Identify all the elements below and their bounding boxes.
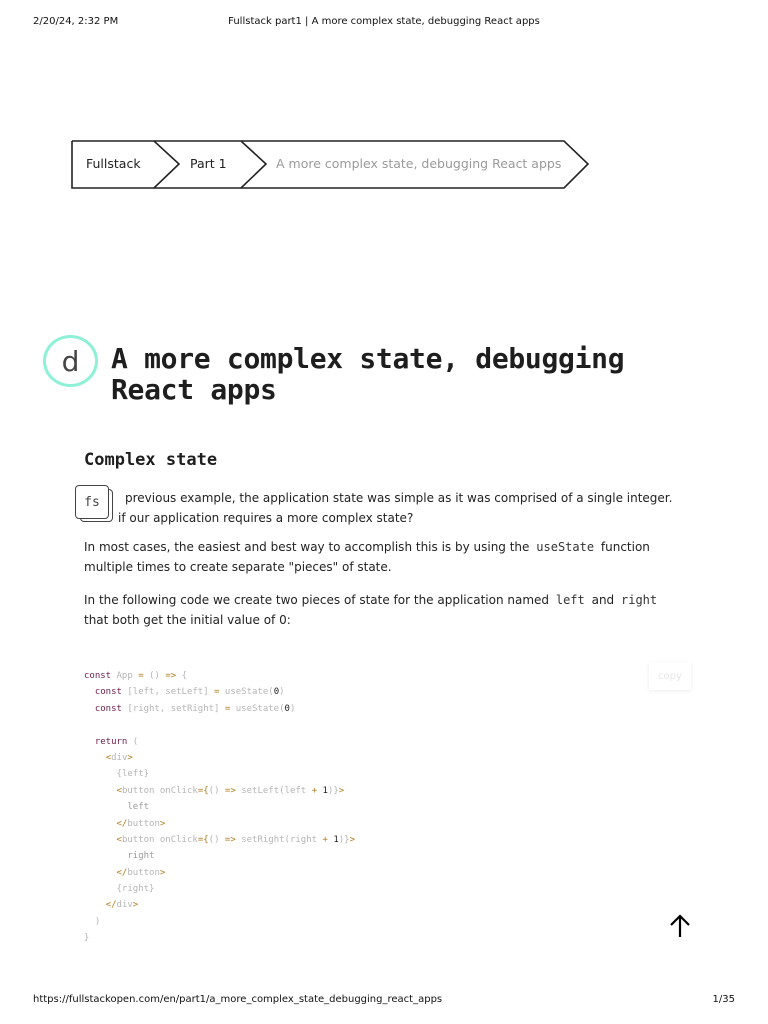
print-footer xyxy=(33,994,735,1008)
breadcrumb xyxy=(71,140,591,190)
code-line: } xyxy=(84,933,90,944)
print-doc-title: Fullstack part1 | A more complex state, debugging React apps xyxy=(228,16,540,27)
code-line: const [left, setLeft] = useState(0) xyxy=(94,687,285,698)
code-line: return ( xyxy=(94,736,139,747)
paragraph-intro-line1: previous example, the application state was simple as it was comprised of a single integer. xyxy=(125,491,673,505)
fs-logo-front: fs xyxy=(75,485,109,519)
inline-code: left xyxy=(555,593,585,607)
text: function multiple times to create separate "pieces" of state. xyxy=(84,540,650,574)
code-line: ) xyxy=(94,916,101,927)
breadcrumb-item-part1[interactable]: Part 1 xyxy=(190,156,227,171)
page-title: A more complex state, debugging React apps xyxy=(111,342,625,406)
part-letter-badge xyxy=(43,335,98,387)
code-line: left xyxy=(127,802,150,813)
text: In most cases, the easiest and best way to accomplish this is by using the xyxy=(84,540,530,554)
code-line: {left} xyxy=(116,769,150,780)
text: In the following code we create two pieces of state for the application named xyxy=(84,593,550,607)
code-line: </div> xyxy=(105,900,139,911)
code-line: </button> xyxy=(116,867,166,878)
code-line: const App = () => { xyxy=(84,671,187,681)
code-line: right xyxy=(127,851,155,862)
part-letter: d xyxy=(61,344,80,378)
copy-button[interactable]: copy xyxy=(649,662,691,690)
code-line xyxy=(84,717,355,733)
text: that both get the initial value of 0: xyxy=(84,612,291,627)
arrow-up-icon xyxy=(666,912,694,940)
print-url: https://fullstackopen.com/en/part1/a_more_complex_state_debugging_react_apps xyxy=(33,994,443,1005)
code-line: </button> xyxy=(116,818,166,829)
paragraph-usestate xyxy=(84,538,684,577)
paragraph-two-pieces xyxy=(84,591,684,630)
print-page-count: 1/35 xyxy=(712,994,735,1005)
breadcrumb-item-current: A more complex state, debugging React apps xyxy=(276,156,562,171)
section-title: Complex state xyxy=(84,450,218,470)
code-line: {right} xyxy=(116,884,155,895)
code-line: <button onClick={() => setLeft(left + 1)}> xyxy=(116,785,345,796)
code-line: <div> xyxy=(105,752,133,763)
inline-code: useState xyxy=(536,540,595,554)
code-line: const [right, setRight] = useState(0) xyxy=(94,703,296,714)
inline-code: right xyxy=(621,593,658,607)
code-line: <button onClick={() => setRight(right + 1)}> xyxy=(116,834,355,845)
print-date: 2/20/24, 2:32 PM xyxy=(33,16,119,27)
breadcrumb-item-fullstack[interactable]: Fullstack xyxy=(86,156,141,171)
text: and xyxy=(591,593,615,607)
code-block xyxy=(84,668,355,947)
print-header xyxy=(33,16,735,30)
scroll-to-top-button[interactable] xyxy=(666,912,694,940)
paragraph-intro xyxy=(84,489,684,528)
paragraph-intro-line2: if our application requires a more complex state? xyxy=(118,510,414,525)
